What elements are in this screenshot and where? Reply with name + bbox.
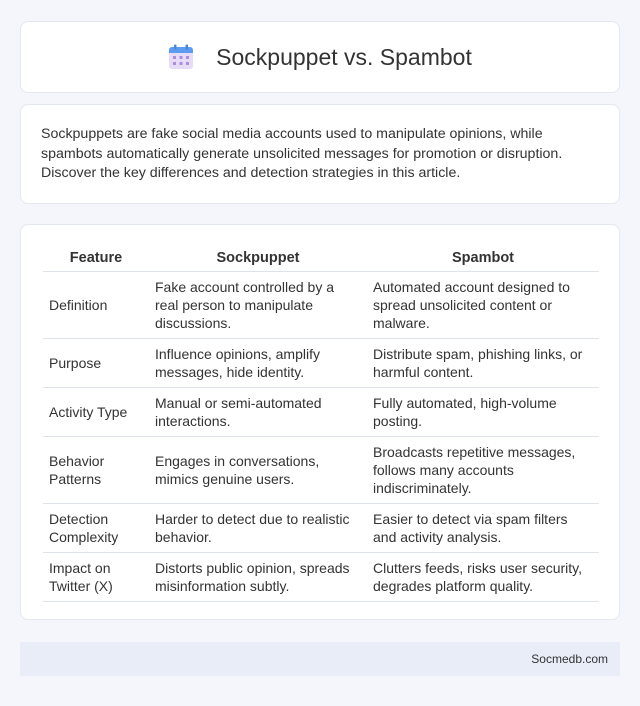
table-header-row bbox=[43, 245, 599, 271]
row-sockpuppet: Manual or semi-automated interactions. bbox=[149, 387, 367, 436]
row-spambot: Fully automated, high-volume posting. bbox=[367, 387, 599, 436]
row-spambot: Easier to detect via spam filters and activity analysis. bbox=[367, 503, 599, 552]
table-row bbox=[43, 338, 599, 387]
row-feature: Activity Type bbox=[43, 387, 149, 436]
row-spambot: Broadcasts repetitive messages, follows many accounts indiscriminately. bbox=[367, 436, 599, 503]
row-spambot: Clutters feeds, risks user security, degrades platform quality. bbox=[367, 552, 599, 601]
page-title: Sockpuppet vs. Spambot bbox=[216, 43, 472, 70]
row-feature: Impact on Twitter (X) bbox=[43, 552, 149, 601]
row-sockpuppet: Influence opinions, amplify messages, hide identity. bbox=[149, 338, 367, 387]
header-spambot: Spambot bbox=[367, 245, 599, 271]
row-feature: Definition bbox=[43, 271, 149, 338]
row-spambot: Automated account designed to spread unsolicited content or malware. bbox=[367, 271, 599, 338]
row-sockpuppet: Engages in conversations, mimics genuine users. bbox=[149, 436, 367, 503]
intro-text: Sockpuppets are fake social media accounts used to manipulate opinions, while spambots automatically generate unsolicited messages for promotion or disruption. Discover the key differences and detection strategies in this article. bbox=[41, 126, 563, 181]
row-spambot: Distribute spam, phishing links, or harmful content. bbox=[367, 338, 599, 387]
table-row bbox=[43, 387, 599, 436]
header-sockpuppet: Sockpuppet bbox=[149, 245, 367, 271]
table-row bbox=[43, 503, 599, 552]
row-feature: Detection Complexity bbox=[43, 503, 149, 552]
footer bbox=[20, 642, 620, 676]
title-card bbox=[20, 21, 620, 93]
row-sockpuppet: Fake account controlled by a real person to manipulate discussions. bbox=[149, 271, 367, 338]
row-feature: Purpose bbox=[43, 338, 149, 387]
comparison-card bbox=[20, 224, 620, 620]
row-feature: Behavior Patterns bbox=[43, 436, 149, 503]
intro-card bbox=[20, 104, 620, 204]
comparison-table bbox=[43, 245, 599, 602]
row-sockpuppet: Distorts public opinion, spreads misinformation subtly. bbox=[149, 552, 367, 601]
row-sockpuppet: Harder to detect due to realistic behavior. bbox=[149, 503, 367, 552]
header-feature: Feature bbox=[43, 245, 149, 271]
footer-site-link[interactable]: Socmedb.com bbox=[531, 652, 608, 666]
table-row bbox=[43, 271, 599, 338]
calendar-icon bbox=[168, 44, 194, 70]
table-row bbox=[43, 436, 599, 503]
table-row bbox=[43, 552, 599, 601]
